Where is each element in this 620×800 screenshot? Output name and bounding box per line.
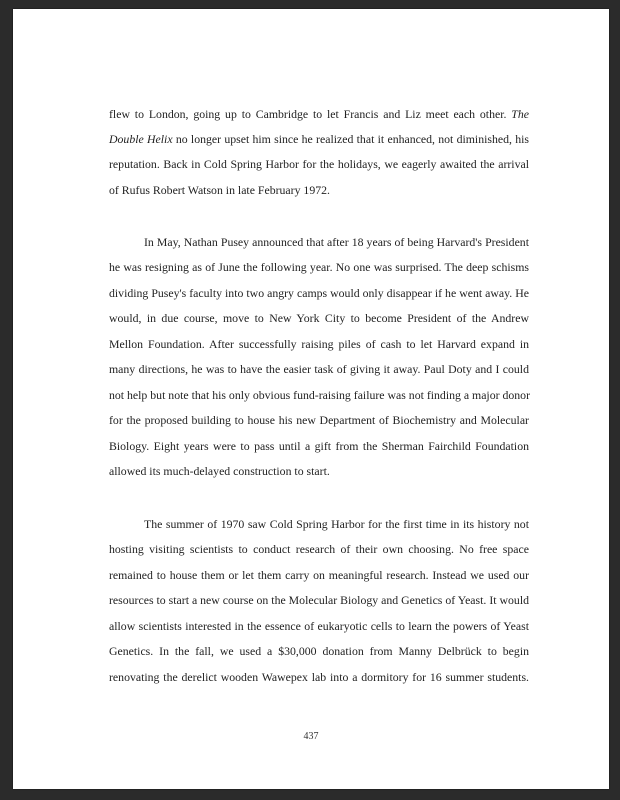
- text-line: renovating the derelict wooden Wawepex lab into a dormitory for 16 summer students.: [109, 670, 529, 684]
- text-line: The summer of 1970 saw Cold Spring Harbor for the first time in its history not: [144, 517, 529, 531]
- text-line: reputation. Back in Cold Spring Harbor for the holidays, we eagerly awaited the arrival: [109, 157, 529, 171]
- text-line: Genetics. In the fall, we used a $30,000 donation from Manny Delbrück to begin: [109, 644, 529, 658]
- text-line: of Rufus Robert Watson in late February 1972.: [109, 183, 330, 197]
- text-line: he was resigning as of June the following year. No one was surprised. The deep schisms: [109, 260, 529, 274]
- text-line: dividing Pusey's faculty into two angry camps would only disappear if he went away. He: [109, 286, 529, 300]
- text-line: flew to London, going up to Cambridge to let Francis and Liz meet each other. The: [109, 107, 529, 121]
- text-line: resources to start a new course on the Molecular Biology and Genetics of Yeast. It would: [109, 593, 529, 607]
- text-line: allow scientists interested in the essence of eukaryotic cells to learn the powers of Yeast: [109, 619, 529, 633]
- document-page: [13, 9, 609, 789]
- page-number: 437: [303, 731, 319, 742]
- text-line: for the proposed building to house his new Department of Biochemistry and Molecular: [109, 413, 529, 427]
- text-line: hosting visiting scientists to conduct research of their own choosing. No free space: [109, 542, 529, 556]
- text-line: not help but note that his only obvious fund-raising failure was not finding a major donor: [109, 388, 531, 402]
- text-line: allowed its much-delayed construction to start.: [109, 464, 330, 478]
- text-line: Biology. Eight years were to pass until a gift from the Sherman Fairchild Foundation: [109, 439, 529, 453]
- text-line: Double Helix no longer upset him since he realized that it enhanced, not diminished, his: [109, 132, 529, 146]
- text-line: remained to house them or let them carry on meaningful research. Instead we used our: [109, 568, 529, 582]
- text-line: Mellon Foundation. After successfully raising piles of cash to let Harvard expand in: [109, 337, 529, 351]
- text-line: would, in due course, move to New York City to become President of the Andrew: [109, 311, 529, 325]
- text-line: many directions, he was to have the easier task of giving it away. Paul Doty and I could: [109, 362, 529, 376]
- text-line: In May, Nathan Pusey announced that after 18 years of being Harvard's President: [144, 235, 529, 249]
